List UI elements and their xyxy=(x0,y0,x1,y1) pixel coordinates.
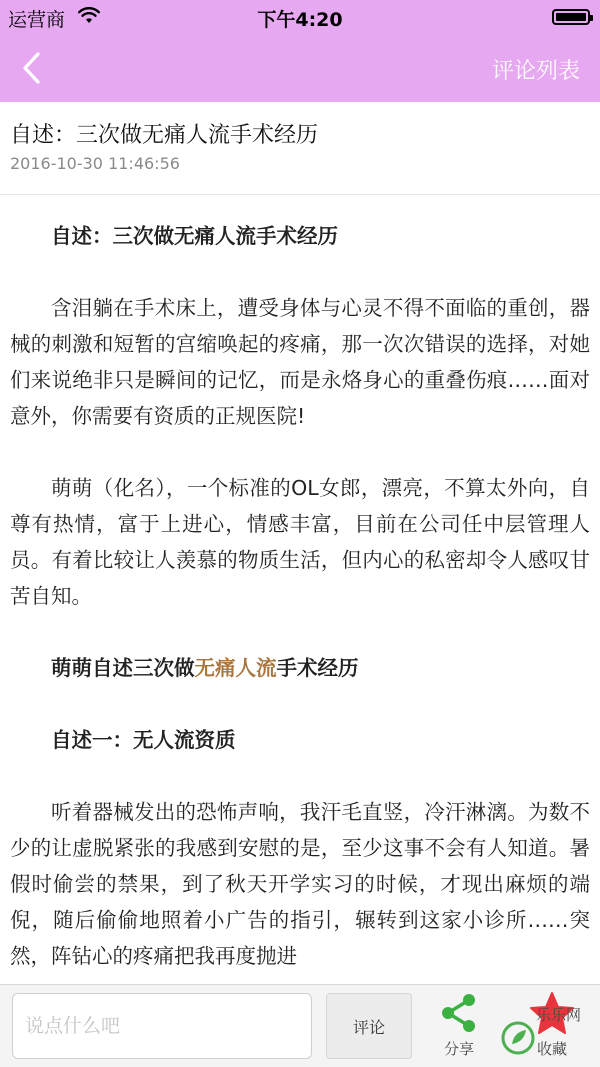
battery-icon xyxy=(552,9,590,25)
article-subheading: 自述一：无人流资质 xyxy=(51,728,236,752)
article-header xyxy=(0,102,600,195)
share-button[interactable] xyxy=(430,989,488,1065)
article-heading: 自述：三次做无痛人流手术经历 xyxy=(51,224,338,248)
article-paragraph: 听着器械发出的恐怖声响，我汗毛直竖，冷汗淋漓。为数不少的让虚脱紧张的我感到安慰的是，至少这事不会有人知道。暑假时偷尝的禁果，到了秋天开学实习的时候，才现出麻烦的端倪，随后偷偷地照着小广告的指引，辗转到这家小诊所……突然，阵钻心的疼痛把我再度抛进 xyxy=(10,800,590,968)
star-icon xyxy=(529,991,575,1035)
nav-bar xyxy=(0,34,600,102)
article-paragraph: 含泪躺在手术床上，遭受身体与心灵不得不面临的重创，器械的刺激和短暂的宫缩唤起的疼痛，那一次次错误的选择，对她们来说绝非只是瞬间的记忆，而是永烙身心的重叠伤痕……面对意外，你需要有资质的正规医院! xyxy=(10,296,590,428)
comment-button[interactable]: 评论 xyxy=(326,993,412,1059)
chevron-left-icon xyxy=(18,50,48,86)
article-date: 2016-10-30 11:46:56 xyxy=(10,154,180,173)
watermark-text: 乐乐网 xyxy=(536,1006,582,1024)
share-icon xyxy=(439,993,479,1033)
carrier-label: 运营商 xyxy=(8,9,66,31)
comment-input[interactable] xyxy=(12,993,312,1059)
article-subheading xyxy=(10,650,590,686)
clock: 下午4:20 xyxy=(257,9,343,31)
inline-link[interactable]: 无痛人流 xyxy=(194,656,277,680)
subheading-text: 手术经历 xyxy=(276,656,359,680)
share-label: 分享 xyxy=(443,1040,474,1058)
favorite-button[interactable] xyxy=(520,989,584,1065)
bottom-bar xyxy=(0,984,600,1067)
article-title: 自述：三次做无痛人流手术经历 xyxy=(10,123,319,148)
favorite-label: 收藏 xyxy=(536,1040,567,1058)
back-button[interactable] xyxy=(18,50,48,86)
article-body[interactable] xyxy=(10,196,590,984)
article-paragraph: 萌萌（化名），一个标准的OL女郎，漂亮，不算太外向，自尊有热情，富于上进心，情感丰富，目前在公司任中层管理人员。有着比较让人羡慕的物质生活，但内心的私密却令人感叹甘苦自知。 xyxy=(10,476,590,608)
status-bar xyxy=(0,0,600,34)
subheading-text: 萌萌自述三次做 xyxy=(51,656,195,680)
comment-list-link[interactable]: 评论列表 xyxy=(491,59,580,84)
